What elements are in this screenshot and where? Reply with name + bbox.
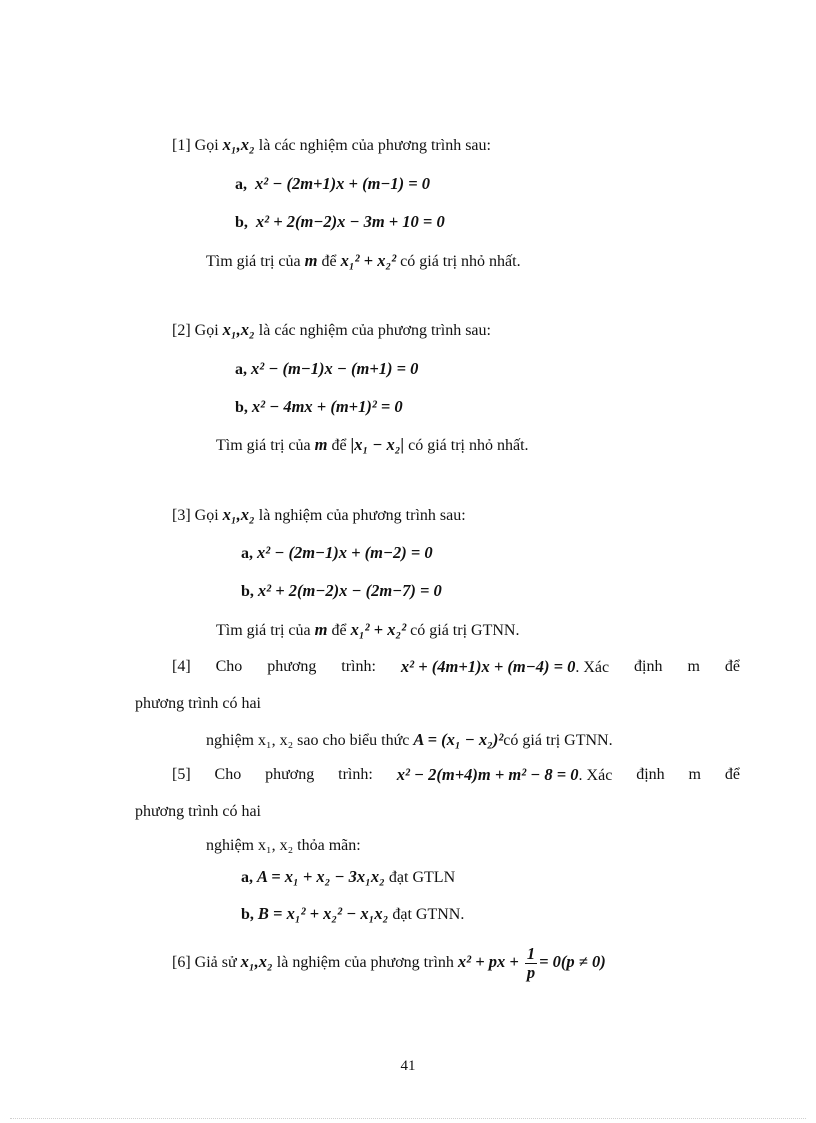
problem-5-b-label: b,	[241, 906, 254, 923]
problem-1-vars: x₁,x₂	[222, 135, 255, 154]
problem-1-task-expr: x₁² + x₂²	[340, 251, 397, 270]
problem-6-fraction-denominator: p	[526, 962, 536, 982]
problem-3-task-pre: Tìm giá trị của	[216, 622, 315, 639]
problem-1-a-equation: x² − (2m+1)x + (m−1) = 0	[255, 174, 431, 193]
problem-5-statement	[172, 765, 740, 786]
problem-4-line-2: phương trình có hai	[135, 695, 261, 712]
problem-2-task-pre: Tìm giá trị của	[216, 437, 315, 454]
problem-5-word-7: m	[688, 766, 701, 783]
page-number: 41	[400, 1058, 416, 1074]
problem-5-a-label: a,	[241, 869, 253, 886]
problem-3-a-label: a,	[241, 545, 253, 562]
problem-6-equation-post: = 0(p ≠ 0)	[539, 952, 606, 971]
problem-5-word-4: trình:	[338, 766, 373, 783]
problem-1-task-mid: để	[317, 253, 341, 270]
problem-1-part-b	[235, 212, 445, 233]
problem-2-b-equation: x² − 4mx + (m+1)² = 0	[251, 397, 403, 416]
problem-4-expression: A = (x₁ − x₂)²	[413, 730, 504, 749]
problem-5-part-a	[241, 867, 455, 888]
problem-5-a-expression: A = x₁ + x₂ − 3x₁x₂	[257, 867, 385, 886]
problem-3-task-expr: x₁² + x₂²	[350, 620, 407, 639]
problem-6-fraction	[525, 945, 537, 982]
problem-4-line-3	[206, 730, 613, 751]
problem-5-word-2: Cho	[214, 766, 242, 783]
problem-3-b-label: b,	[241, 583, 254, 600]
problem-6-statement	[172, 942, 606, 983]
problem-6-fraction-numerator: 1	[526, 943, 536, 963]
problem-3-task	[216, 620, 519, 641]
problem-4-word-5: . Xác	[575, 659, 610, 676]
problem-2-rest: là các nghiệm của phương trình sau:	[254, 322, 491, 339]
problem-3-rest: là nghiệm của phương trình sau:	[254, 507, 466, 524]
problem-6-equation-pre: x² + px +	[457, 952, 523, 971]
problem-4-equation: x² + (4m+1)x + (m−4) = 0	[400, 657, 576, 676]
problem-3-part-b	[241, 581, 442, 602]
problem-1-task	[206, 251, 521, 272]
problem-2-task	[216, 435, 529, 456]
problem-2-task-mid: để	[327, 437, 351, 454]
problem-1-statement	[172, 135, 491, 156]
problem-5-word-3: phương	[265, 766, 315, 783]
problem-2-statement	[172, 320, 491, 341]
problem-3-lead: [3] Gọi	[172, 507, 223, 524]
problem-2-task-m: m	[314, 435, 328, 454]
problem-4-word-1: [4]	[172, 658, 191, 675]
problem-3-a-equation: x² − (2m−1)x + (m−2) = 0	[257, 543, 433, 562]
problem-1-task-m: m	[304, 251, 318, 270]
problem-6-mid: là nghiệm của phương trình	[272, 954, 458, 971]
problem-4-word-2: Cho	[215, 658, 243, 675]
problem-2-vars: x₁,x₂	[222, 320, 255, 339]
problem-5-b-expression: B = x₁² + x₂² − x₁x₂	[257, 904, 389, 923]
problem-4-word-4: trình:	[341, 658, 376, 675]
problem-1-task-post: có giá trị nhỏ nhất.	[396, 253, 521, 270]
problem-4-line-3-pre: nghiệm x₁, x₂ sao cho biểu thức	[206, 732, 414, 749]
problem-3-task-post: có giá trị GTNN.	[406, 622, 520, 639]
problem-1-b-equation: x² + 2(m−2)x − 3m + 10 = 0	[255, 212, 445, 231]
problem-6-vars: x₁,x₂	[240, 952, 273, 971]
problem-5-word-6: định	[636, 766, 665, 783]
problem-2-a-equation: x² − (m−1)x − (m+1) = 0	[251, 359, 419, 378]
problem-4-word-8: để	[724, 658, 740, 675]
problem-5-part-b	[241, 904, 464, 925]
problem-2-task-post: có giá trị nhỏ nhất.	[404, 437, 529, 454]
problem-3-part-a	[241, 543, 433, 564]
problem-3-task-m: m	[314, 620, 328, 639]
problem-4-line-3-post: có giá trị GTNN.	[503, 732, 613, 749]
problem-2-a-label: a,	[235, 361, 247, 378]
problem-2-task-expr: |x₁ − x₂|	[350, 435, 405, 454]
problem-3-task-mid: để	[327, 622, 351, 639]
problem-4-word-6: định	[634, 658, 663, 675]
problem-3-vars: x₁,x₂	[222, 505, 255, 524]
problem-5-line-2: phương trình có hai	[135, 803, 261, 820]
problem-1-b-label: b,	[235, 214, 248, 231]
problem-3-b-equation: x² + 2(m−2)x − (2m−7) = 0	[257, 581, 442, 600]
problem-5-word-1: [5]	[172, 766, 191, 783]
problem-1-task-pre: Tìm giá trị của	[206, 253, 305, 270]
problem-4-statement	[172, 657, 740, 678]
problem-5-equation: x² − 2(m+4)m + m² − 8 = 0	[396, 765, 579, 784]
problem-5-line-3: nghiệm x₁, x₂ thỏa mãn:	[206, 837, 361, 854]
problem-5-word-8: để	[724, 766, 740, 783]
problem-1-rest: là các nghiệm của phương trình sau:	[254, 137, 491, 154]
problem-2-part-b	[235, 397, 403, 418]
problem-3-statement	[172, 505, 466, 526]
problem-5-word-5: . Xác	[578, 767, 613, 784]
problem-2-part-a	[235, 359, 418, 380]
problem-2-b-label: b,	[235, 399, 248, 416]
problem-4-word-3: phương	[267, 658, 317, 675]
problem-5-a-post: đạt GTLN	[384, 869, 456, 886]
problem-5-b-post: đạt GTNN.	[388, 906, 465, 923]
problem-1-a-label: a,	[235, 176, 247, 193]
problem-6-lead: [6] Giả sử	[172, 954, 241, 971]
problem-1-lead: [1] Gọi	[172, 137, 223, 154]
problem-1-part-a	[235, 174, 430, 195]
problem-2-lead: [2] Gọi	[172, 322, 223, 339]
problem-4-word-7: m	[687, 658, 700, 675]
bottom-divider	[10, 1118, 806, 1119]
